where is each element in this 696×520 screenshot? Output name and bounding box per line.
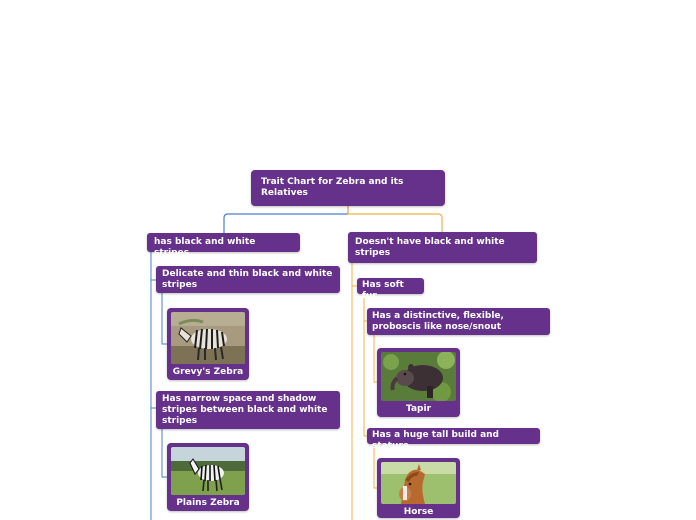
root-topic[interactable] [251,170,445,206]
image-card-grevys-zebra[interactable] [167,308,249,380]
grevys-zebra-photo [171,312,245,364]
horse-caption: Horse [403,507,434,517]
topic-tall-build[interactable] [367,428,540,451]
topic-soft-fur[interactable] [357,278,424,301]
image-card-tapir[interactable] [377,348,460,417]
image-card-plains-zebra[interactable] [167,443,249,511]
image-card-horse[interactable] [377,458,460,518]
tapir-photo [381,352,456,401]
branch-has-stripes-label: has black and white stripes [154,237,256,258]
topic-delicate-stripes[interactable] [156,266,340,293]
topic-delicate-stripes-label: Delicate and thin black and white stripes [162,269,333,290]
grevys-zebra-caption: Grevy's Zebra [172,367,244,377]
topic-soft-fur-label: Has soft fur [362,280,404,301]
connector-root-right [348,205,442,233]
plains-zebra-caption: Plains Zebra [176,498,240,508]
plains-zebra-photo [171,447,245,495]
branch-has-stripes[interactable] [147,233,300,258]
topic-proboscis-nose-label: Has a distinctive, flexible, proboscis like nose/snout [372,311,504,332]
root-topic-label: Trait Chart for Zebra and its Relatives [261,177,404,198]
tapir-caption: Tapir [405,404,432,414]
branch-no-stripes[interactable] [348,232,537,263]
horse-photo [381,462,456,504]
topic-narrow-space-stripes[interactable] [156,391,340,429]
connector-root-left [224,205,348,233]
topic-narrow-space-stripes-label: Has narrow space and shadow stripes between black and white stripes [162,394,328,426]
branch-no-stripes-label: Doesn't have black and white stripes [355,237,505,258]
topic-tall-build-label: Has a huge tall build and stature [372,430,499,451]
topic-proboscis-nose[interactable] [367,308,550,335]
